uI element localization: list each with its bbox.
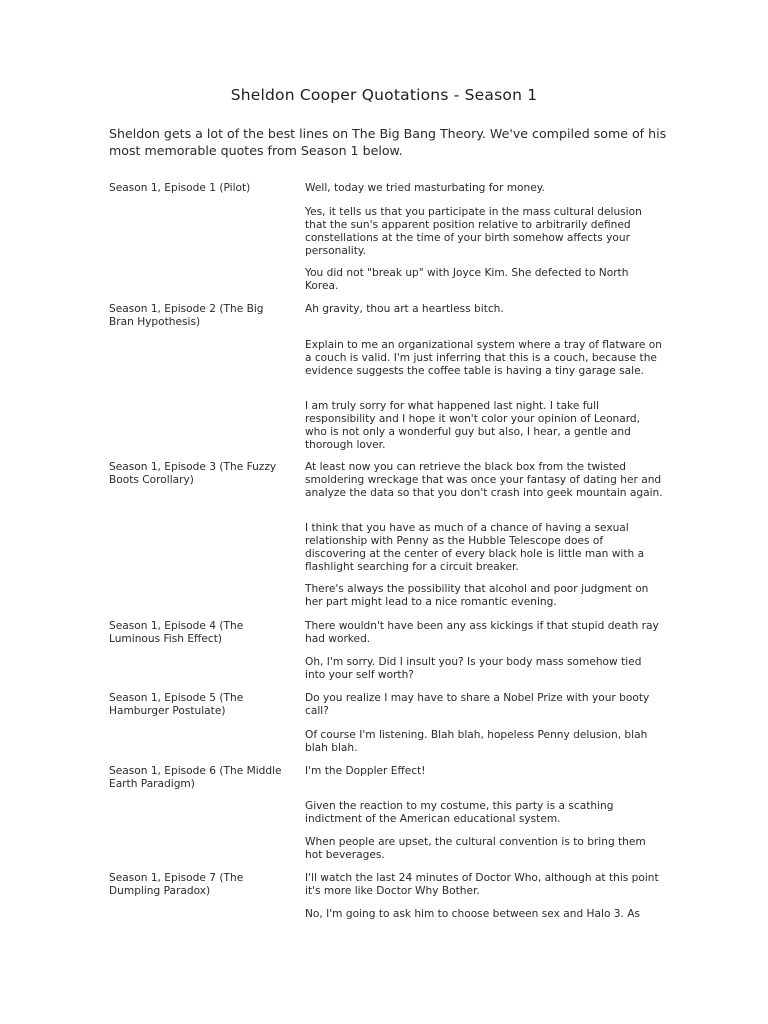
quote-3-3: There's always the possibility that alcohol and poor judgment on her part might lead to a nice romantic evening. xyxy=(305,583,649,608)
quote-2-3: I am truly sorry for what happened last night. I take full responsibility and I hope it won't color your opinion of Leonard, who is not only a wonderful guy but also, I hear, a gentle and thorough lover. xyxy=(305,400,641,451)
quote-6-3: When people are upset, the cultural convention is to bring them hot beverages. xyxy=(305,836,646,861)
quote-3-2: I think that you have as much of a chance of having a sexual relationship with Penny as the Hubble Telescope does of discovering at the center of every black hole is little man with a flashlight searching for a circuit breaker. xyxy=(305,522,645,573)
quote-1-3: You did not "break up" with Joyce Kim. She defected to North Korea. xyxy=(305,267,629,292)
quote-7-2: No, I'm going to ask him to choose between sex and Halo 3. As xyxy=(305,908,641,920)
quote-7-1: I'll watch the last 24 minutes of Doctor Who, although at this point it's more like Doctor Why Bother. xyxy=(305,872,659,897)
episode-label-2: Season 1, Episode 2 (The Big Bran Hypothesis) xyxy=(109,303,264,328)
episode-label-7: Season 1, Episode 7 (The Dumpling Paradox) xyxy=(109,872,244,897)
quote-1-2: Yes, it tells us that you participate in the mass cultural delusion that the sun's apparent position relative to arbitrarily defined constellations at the time of your birth somehow affects your personality. xyxy=(305,206,642,257)
quote-5-1: Do you realize I may have to share a Nobel Prize with your booty call? xyxy=(305,692,650,717)
episode-label-1: Season 1, Episode 1 (Pilot) xyxy=(109,182,251,194)
quote-6-2: Given the reaction to my costume, this party is a scathing indictment of the American educational system. xyxy=(305,800,614,825)
episode-label-5: Season 1, Episode 5 (The Hamburger Postulate) xyxy=(109,692,244,717)
quote-4-2: Oh, I'm sorry. Did I insult you? Is your body mass somehow tied into your self worth? xyxy=(305,656,642,681)
episode-label-6: Season 1, Episode 6 (The Middle Earth Paradigm) xyxy=(109,765,282,790)
quote-2-2: Explain to me an organizational system where a tray of flatware on a couch is valid. I'm just inferring that this is a couch, because the evidence suggests the coffee table is having a tiny garage sale. xyxy=(305,339,662,377)
episode-label-3: Season 1, Episode 3 (The Fuzzy Boots Corollary) xyxy=(109,461,277,486)
quote-2-1: Ah gravity, thou art a heartless bitch. xyxy=(305,303,504,315)
quote-5-2: Of course I'm listening. Blah blah, hopeless Penny delusion, blah blah blah. xyxy=(305,729,648,754)
intro-paragraph: Sheldon gets a lot of the best lines on The Big Bang Theory. We've compiled some of his most memorable quotes from Season 1 below. xyxy=(109,126,667,158)
quote-4-1: There wouldn't have been any ass kickings if that stupid death ray had worked. xyxy=(305,620,659,645)
quote-6-1: I'm the Doppler Effect! xyxy=(305,765,426,777)
episode-label-4: Season 1, Episode 4 (The Luminous Fish Effect) xyxy=(109,620,244,645)
quote-1-1: Well, today we tried masturbating for money. xyxy=(305,182,545,194)
quote-3-1: At least now you can retrieve the black box from the twisted smoldering wreckage that was once your fantasy of dating her and analyze the data so that you don't crash into geek mountain again. xyxy=(305,461,663,499)
page-title: Sheldon Cooper Quotations - Season 1 xyxy=(230,86,538,104)
